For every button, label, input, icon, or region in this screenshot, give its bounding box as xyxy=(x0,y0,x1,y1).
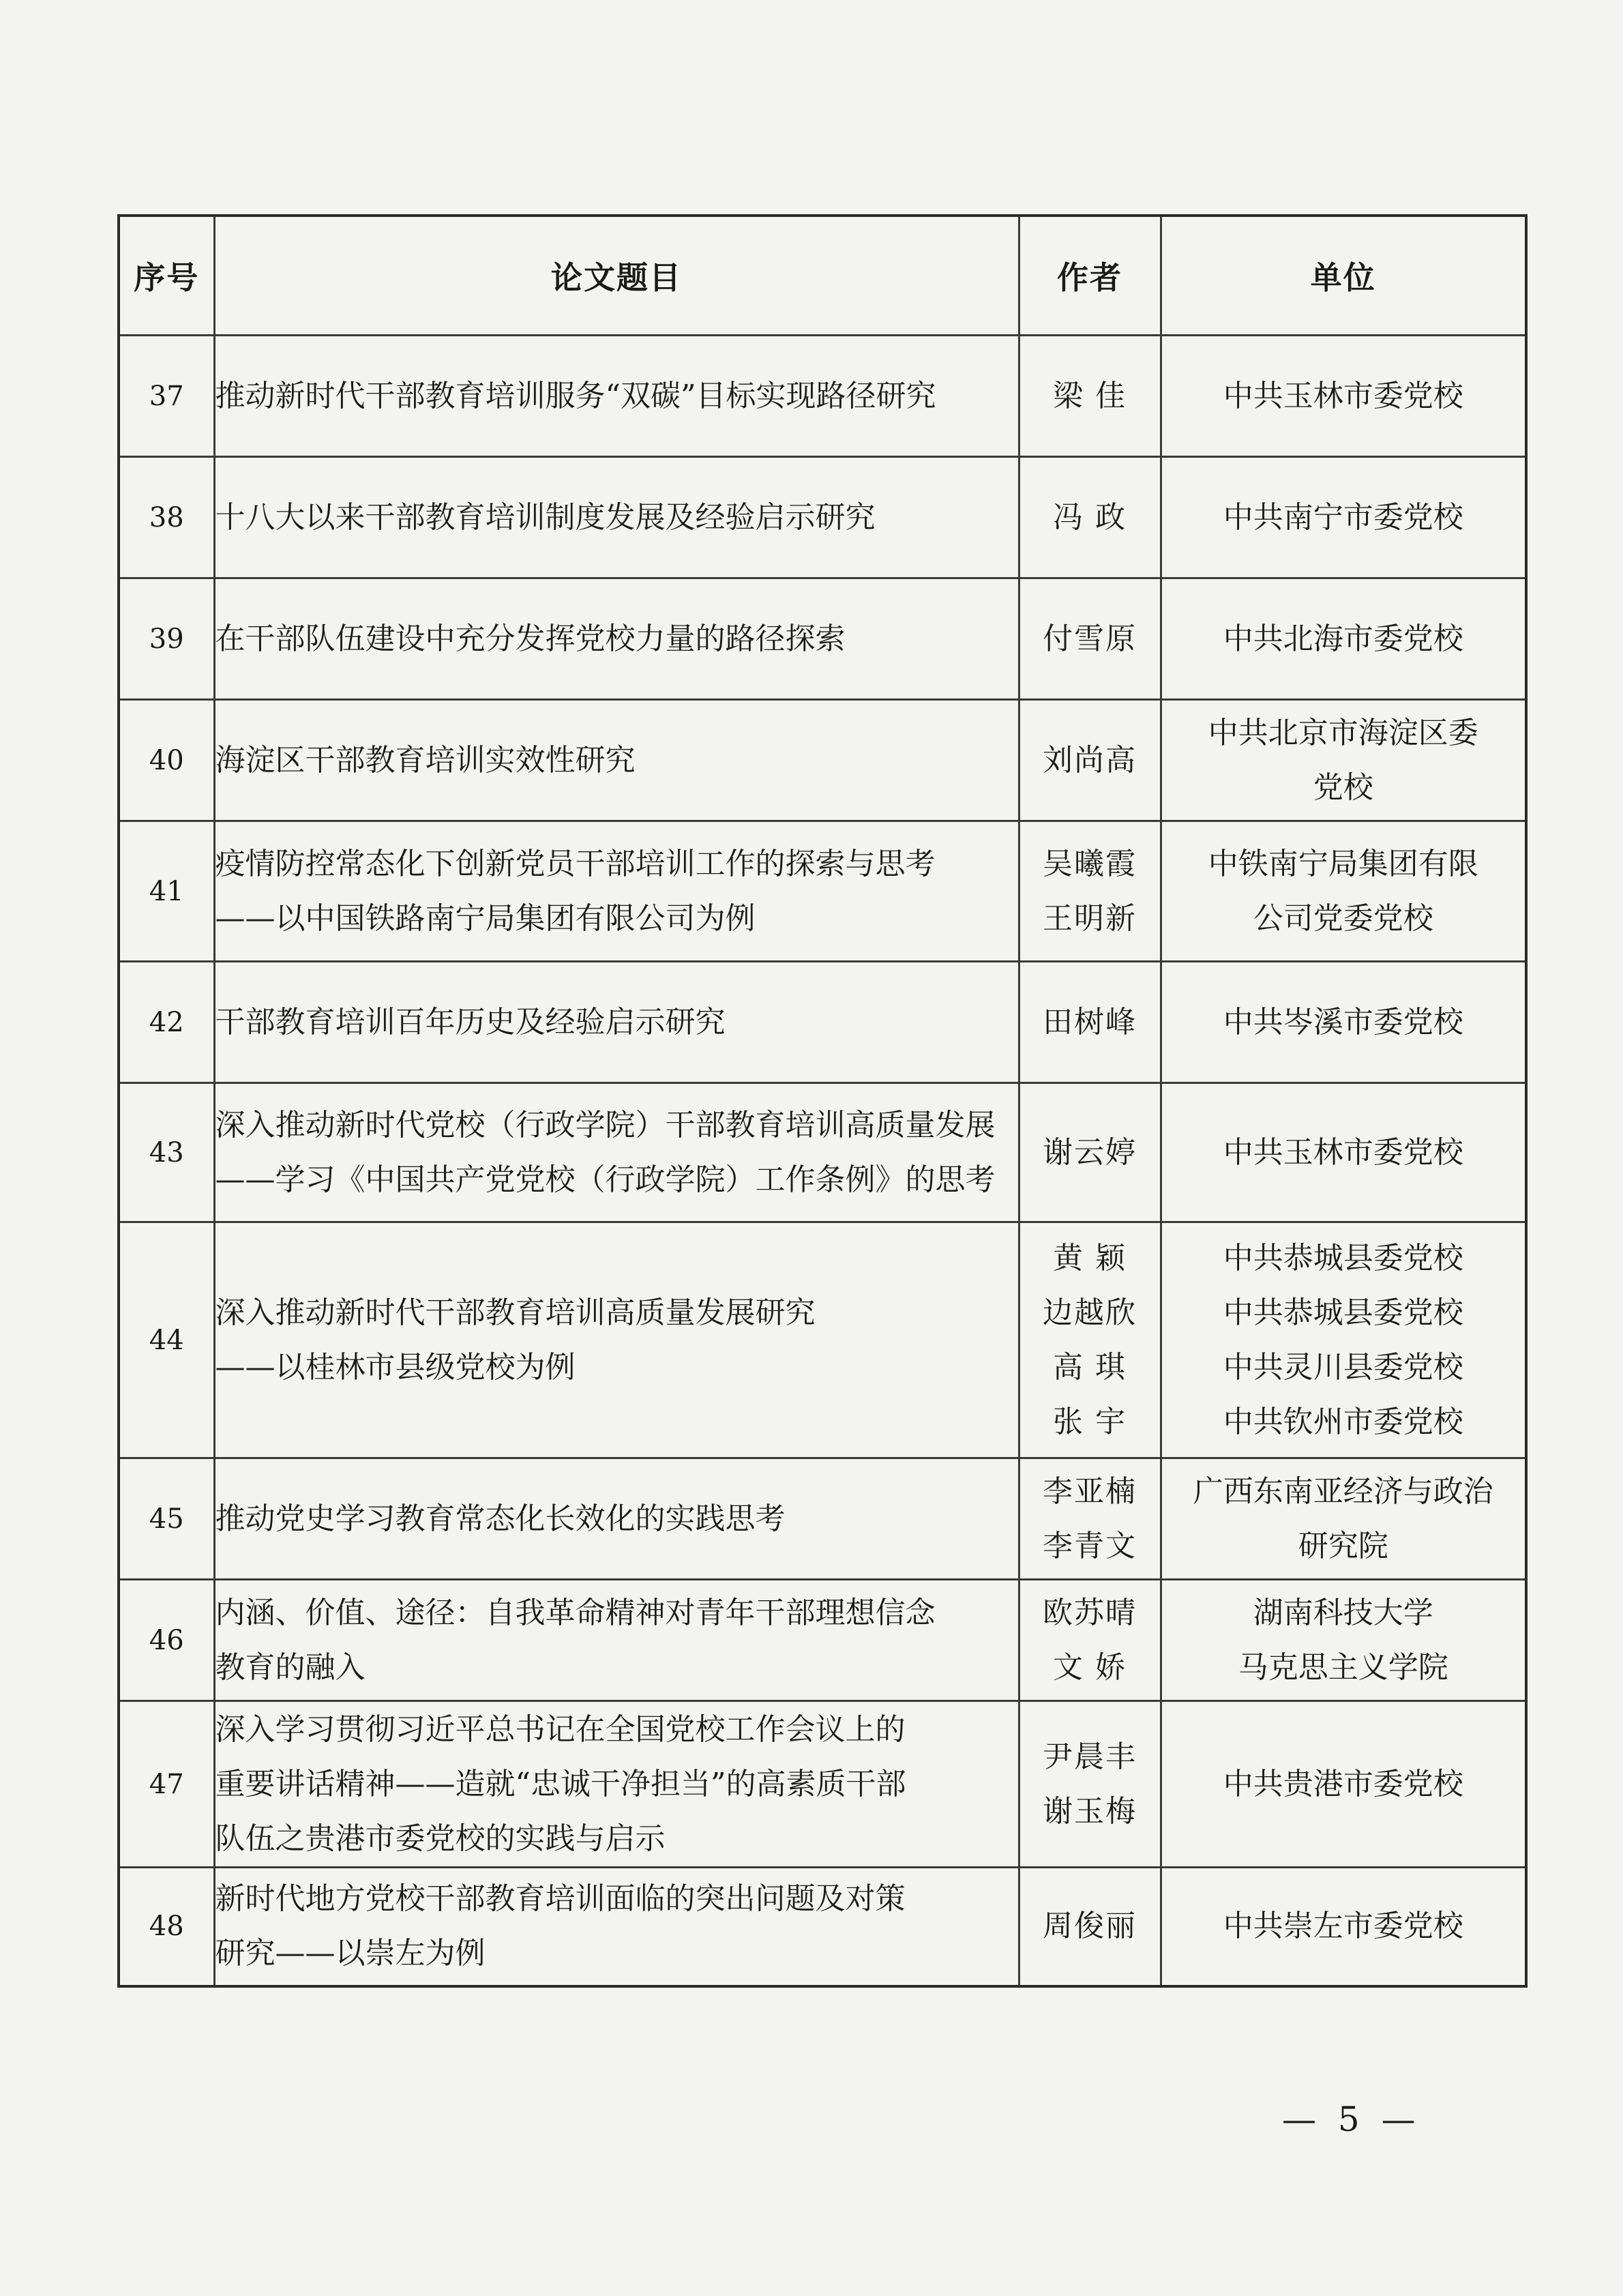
affiliation xyxy=(1161,1868,1526,1986)
header-row xyxy=(119,216,1526,336)
paper-title-line: ——以桂林市县级党校为例 xyxy=(215,1349,576,1385)
row-number: 42 xyxy=(119,962,214,1083)
table-row xyxy=(119,1458,1526,1580)
author-names xyxy=(1019,700,1161,821)
author-names-line: 冯 政 xyxy=(1053,499,1127,535)
author-names-line: 付雪原 xyxy=(1043,621,1137,656)
header-num: 序号 xyxy=(119,216,214,336)
author-names xyxy=(1019,1222,1161,1458)
table-row xyxy=(119,578,1526,700)
author-names-line: 张 宇 xyxy=(1053,1404,1127,1439)
author-names-line: 吴曦霞 xyxy=(1043,846,1137,881)
paper-title-line: 在干部队伍建设中充分发挥党校力量的路径探索 xyxy=(215,621,846,656)
paper-title xyxy=(214,821,1019,962)
paper-title-line: 推动党史学习教育常态化长效化的实践思考 xyxy=(215,1501,786,1536)
table-row xyxy=(119,457,1526,578)
affiliation-line: 党校 xyxy=(1313,769,1373,805)
affiliation xyxy=(1161,336,1526,457)
author-names-line: 尹晨丰 xyxy=(1043,1739,1137,1774)
paper-title xyxy=(214,1868,1019,1986)
author-names-line: 梁 佳 xyxy=(1053,378,1127,413)
paper-title xyxy=(214,1222,1019,1458)
affiliation-line: 公司党委党校 xyxy=(1253,900,1433,936)
author-names-line: 谢玉梅 xyxy=(1043,1793,1137,1829)
paper-title-line: 队伍之贵港市委党校的实践与启示 xyxy=(215,1821,666,1856)
row-number: 43 xyxy=(119,1083,214,1222)
table-row xyxy=(119,700,1526,821)
paper-title xyxy=(214,578,1019,700)
table-row xyxy=(119,1868,1526,1986)
table-row xyxy=(119,1083,1526,1222)
paper-title-line: 深入学习贯彻习近平总书记在全国党校工作会议上的 xyxy=(215,1711,906,1747)
paper-title-line: ——学习《中国共产党党校（行政学院）工作条例》的思考 xyxy=(215,1162,996,1197)
paper-title-line: 深入推动新时代干部教育培训高质量发展研究 xyxy=(215,1295,816,1330)
author-names xyxy=(1019,336,1161,457)
paper-title-line: 重要讲话精神——造就“忠诚干净担当”的高素质干部 xyxy=(215,1766,906,1801)
header-unit: 单位 xyxy=(1161,216,1526,336)
author-names-line: 欧苏晴 xyxy=(1043,1595,1137,1630)
affiliation xyxy=(1161,578,1526,700)
author-names-line: 文 娇 xyxy=(1053,1649,1127,1685)
affiliation-line: 马克思主义学院 xyxy=(1238,1649,1448,1685)
author-names xyxy=(1019,821,1161,962)
affiliation xyxy=(1161,962,1526,1083)
row-number: 46 xyxy=(119,1580,214,1701)
author-names xyxy=(1019,457,1161,578)
author-names xyxy=(1019,1083,1161,1222)
affiliation-line: 中共崇左市委党校 xyxy=(1223,1909,1463,1944)
paper-title-line: 深入推动新时代党校（行政学院）干部教育培训高质量发展 xyxy=(215,1107,996,1143)
paper-title-line: ——以中国铁路南宁局集团有限公司为例 xyxy=(215,900,756,936)
affiliation xyxy=(1161,821,1526,962)
table-row xyxy=(119,336,1526,457)
row-number: 45 xyxy=(119,1458,214,1580)
table-row xyxy=(119,1580,1526,1701)
paper-title-line: 教育的融入 xyxy=(215,1649,366,1685)
table-row xyxy=(119,962,1526,1083)
author-names-line: 周俊丽 xyxy=(1043,1909,1137,1944)
paper-title xyxy=(214,1701,1019,1868)
author-names-line: 边越欣 xyxy=(1043,1295,1137,1330)
paper-title-line: 推动新时代干部教育培训服务“双碳”目标实现路径研究 xyxy=(215,378,936,413)
author-names xyxy=(1019,1868,1161,1986)
table-row xyxy=(119,1222,1526,1458)
header-author: 作者 xyxy=(1019,216,1161,336)
affiliation-line: 中共恭城县委党校 xyxy=(1223,1295,1463,1330)
row-number: 41 xyxy=(119,821,214,962)
paper-title xyxy=(214,700,1019,821)
paper-title-line: 内涵、价值、途径：自我革命精神对青年干部理想信念 xyxy=(215,1595,936,1630)
affiliation xyxy=(1161,700,1526,821)
row-number: 47 xyxy=(119,1701,214,1868)
table-header xyxy=(119,216,1526,336)
paper-title xyxy=(214,457,1019,578)
paper-title-line: 海淀区干部教育培训实效性研究 xyxy=(215,742,636,778)
affiliation xyxy=(1161,1701,1526,1868)
paper-title xyxy=(214,336,1019,457)
row-number: 40 xyxy=(119,700,214,821)
affiliation-line: 中共贵港市委党校 xyxy=(1223,1766,1463,1801)
author-names-line: 李亚楠 xyxy=(1043,1473,1137,1509)
affiliation-line: 湖南科技大学 xyxy=(1253,1595,1433,1630)
affiliation-line: 中共玉林市委党校 xyxy=(1223,378,1463,413)
affiliation-line: 中共钦州市委党校 xyxy=(1223,1404,1463,1439)
affiliation-line: 广西东南亚经济与政治 xyxy=(1193,1473,1493,1509)
header-title: 论文题目 xyxy=(214,216,1019,336)
author-names-line: 李青文 xyxy=(1043,1528,1137,1563)
affiliation-line: 研究院 xyxy=(1298,1528,1388,1563)
author-names-line: 田树峰 xyxy=(1043,1004,1137,1040)
affiliation xyxy=(1161,1580,1526,1701)
author-names-line: 谢云婷 xyxy=(1043,1134,1137,1170)
row-number: 37 xyxy=(119,336,214,457)
affiliation xyxy=(1161,1458,1526,1580)
paper-title xyxy=(214,962,1019,1083)
paper-title-line: 研究——以崇左为例 xyxy=(215,1936,486,1971)
table-row xyxy=(119,1701,1526,1868)
author-names xyxy=(1019,1701,1161,1868)
affiliation-line: 中共北京市海淀区委 xyxy=(1208,715,1478,750)
row-number: 48 xyxy=(119,1868,214,1986)
paper-title xyxy=(214,1458,1019,1580)
affiliation xyxy=(1161,1083,1526,1222)
affiliation-line: 中共灵川县委党校 xyxy=(1223,1349,1463,1385)
paper-title-line: 新时代地方党校干部教育培训面临的突出问题及对策 xyxy=(215,1881,906,1917)
affiliation-line: 中共玉林市委党校 xyxy=(1223,1134,1463,1170)
author-names-line: 刘尚高 xyxy=(1043,742,1137,778)
paper-title-line: 干部教育培训百年历史及经验启示研究 xyxy=(215,1004,726,1040)
paper-title-line: 十八大以来干部教育培训制度发展及经验启示研究 xyxy=(215,499,876,535)
author-names xyxy=(1019,578,1161,700)
table-row xyxy=(119,821,1526,962)
paper-title xyxy=(214,1580,1019,1701)
affiliation-line: 中共恭城县委党校 xyxy=(1223,1240,1463,1276)
page-number: — 5 — xyxy=(1282,2100,1421,2139)
table-body xyxy=(119,336,1526,1986)
author-names-line: 王明新 xyxy=(1043,900,1137,936)
row-number: 44 xyxy=(119,1222,214,1458)
paper-title-line: 疫情防控常态化下创新党员干部培训工作的探索与思考 xyxy=(215,846,936,881)
row-number: 39 xyxy=(119,578,214,700)
author-names xyxy=(1019,1458,1161,1580)
affiliation-line: 中铁南宁局集团有限 xyxy=(1208,846,1478,881)
paper-title xyxy=(214,1083,1019,1222)
author-names xyxy=(1019,1580,1161,1701)
author-names-line: 黄 颖 xyxy=(1053,1240,1127,1276)
author-names-line: 高 琪 xyxy=(1053,1349,1127,1385)
affiliation-line: 中共北海市委党校 xyxy=(1223,621,1463,656)
affiliation xyxy=(1161,1222,1526,1458)
author-names xyxy=(1019,962,1161,1083)
affiliation xyxy=(1161,457,1526,578)
paper-list-table xyxy=(117,214,1528,1988)
affiliation-line: 中共南宁市委党校 xyxy=(1223,499,1463,535)
row-number: 38 xyxy=(119,457,214,578)
affiliation-line: 中共岑溪市委党校 xyxy=(1223,1004,1463,1040)
